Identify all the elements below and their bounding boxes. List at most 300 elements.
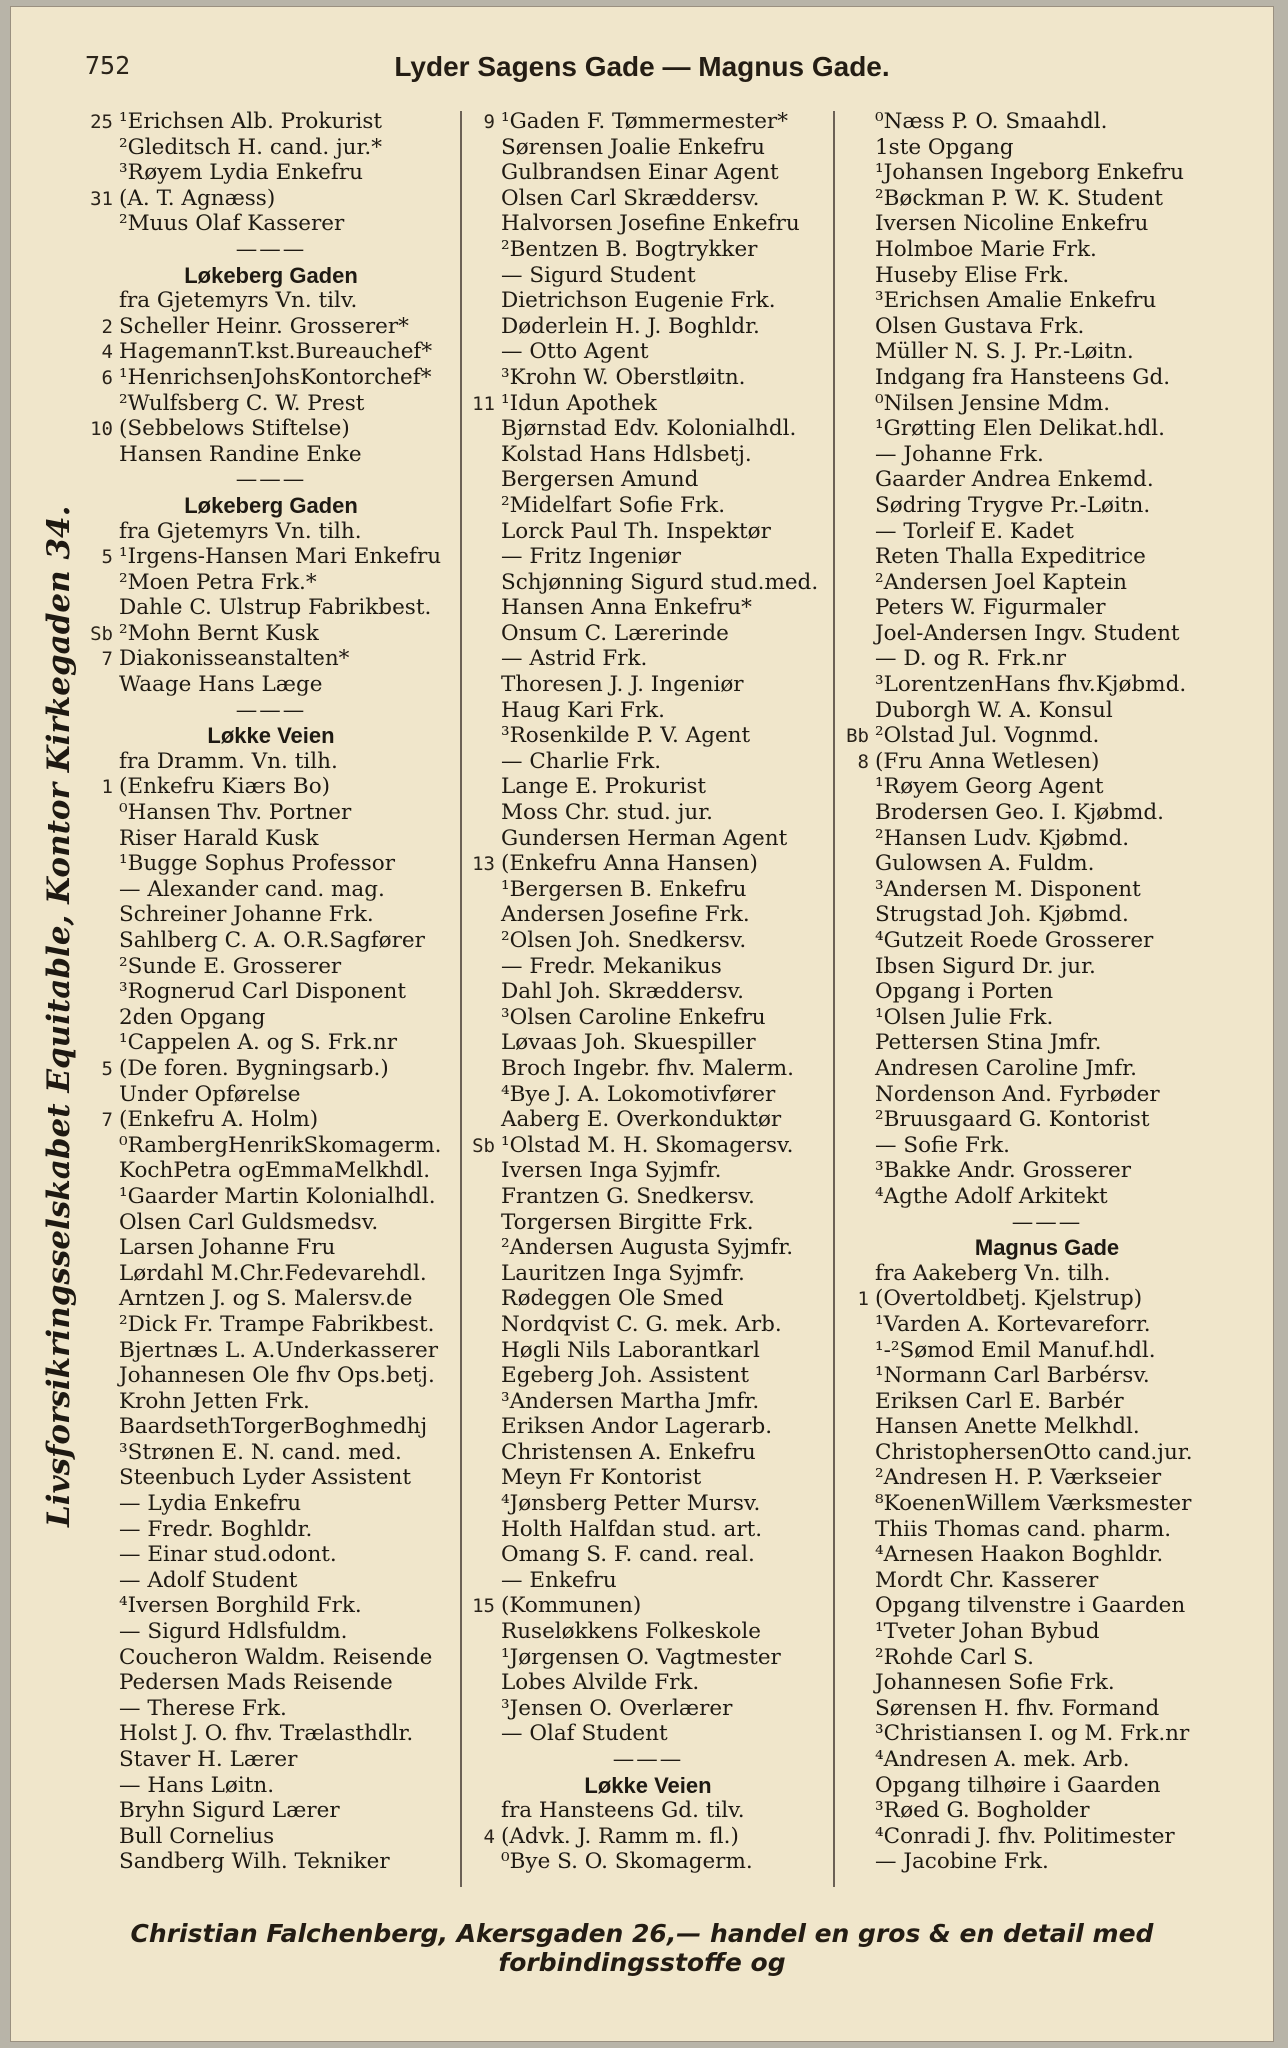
entry-text: ⁰Bye S. O. Skomagerm. (501, 1849, 753, 1875)
directory-entry (81, 314, 461, 340)
entry-text: 2den Opgang (119, 1004, 266, 1030)
directory-entry (463, 493, 833, 519)
directory-entry (837, 672, 1257, 698)
directory-entry (837, 1670, 1257, 1696)
entry-text: Johannesen Ole fhv Ops.betj. (119, 1363, 435, 1389)
entry-text: Moss Chr. stud. jur. (501, 800, 713, 826)
entry-text: (Sebbelows Stiftelse) (119, 416, 350, 442)
entry-text: ²Gleditsch H. cand. jur.* (119, 134, 382, 160)
directory-entry (837, 1645, 1257, 1671)
entry-text: Sahlberg C. A. O.R.Sagfører (119, 928, 425, 953)
entry-text: — Astrid Frk. (501, 646, 648, 672)
directory-entry (837, 1030, 1257, 1056)
entry-text: ³LorentzenHans fhv.Kjøbmd. (875, 672, 1187, 698)
directory-entry (837, 979, 1257, 1005)
entry-text: — Einar stud.odont. (119, 1542, 337, 1568)
directory-entry (81, 1030, 461, 1056)
entry-text: — Olaf Student (501, 1721, 668, 1747)
directory-entry (463, 1030, 833, 1056)
entry-text: (Kommunen) (501, 1593, 642, 1619)
directory-entry (463, 339, 833, 365)
directory-entry (463, 698, 833, 724)
entry-text: Lørdahl M.Chr.Fedevarehdl. (119, 1260, 427, 1286)
entry-text: ⁴Agthe Adolf Arkitekt (875, 1183, 1108, 1209)
entry-text: Frantzen G. Snedkersv. (501, 1183, 755, 1209)
directory-entry (837, 1389, 1257, 1415)
street-heading: Løkke Veien (584, 1772, 712, 1798)
entry-text: (Advk. J. Ramm m. fl.) (501, 1823, 739, 1849)
entry-text: KochPetra ogEmmaMelkhdl. (119, 1158, 431, 1184)
entry-text: — Sofie Frk. (875, 1132, 1010, 1158)
directory-entry (837, 1056, 1257, 1082)
entry-text: — D. og R. Frk.nr (875, 646, 1067, 672)
section-separator: ——— (1011, 1209, 1083, 1235)
page-number: 752 (85, 51, 131, 80)
entry-text: ⁴Andresen A. mek. Arb. (875, 1747, 1130, 1772)
directory-entry (81, 672, 461, 698)
entry-text: ChristophersenOtto cand.jur. (875, 1439, 1193, 1465)
house-number: 25 (90, 111, 113, 133)
page-header (11, 51, 1273, 87)
entry-text: ¹Olstad M. H. Skomagersv. (501, 1132, 794, 1158)
directory-entry (837, 442, 1257, 468)
entry-text: ³Andersen Martha Jmfr. (501, 1388, 760, 1414)
directory-entry (463, 365, 833, 391)
entry-text: Pettersen Stina Jmfr. (875, 1030, 1102, 1056)
entry-text: Andersen Josefine Frk. (501, 902, 750, 928)
entry-text: Nordenson And. Fyrbøder (875, 1081, 1160, 1107)
directory-entry (463, 1338, 833, 1364)
directory-entry (837, 826, 1257, 852)
street-heading: Løkke Veien (207, 723, 335, 749)
house-number: 13 (472, 853, 495, 876)
entry-text: ¹Irgens-Hansen Mari Enkefru (119, 544, 442, 570)
entry-text: ¹Normann Carl Barbérsv. (875, 1363, 1150, 1389)
directory-entry (463, 672, 833, 698)
entry-text: ⁴Bye J. A. Lokomotivfører (501, 1081, 776, 1107)
directory-entry (81, 1747, 461, 1773)
directory-entry (837, 851, 1257, 877)
entry-text: Onsum C. Lærerinde (501, 620, 729, 646)
entry-text: ⁴Jønsberg Petter Mursv. (501, 1491, 761, 1517)
street-heading: Magnus Gade (974, 1235, 1120, 1261)
entry-text: Dahl Joh. Skræddersv. (501, 979, 744, 1005)
page-title: Lyder Sagens Gade — Magnus Gade. (394, 51, 890, 82)
entry-text: Iversen Inga Syjmfr. (501, 1158, 722, 1184)
directory-entry (463, 570, 833, 596)
directory-entry (81, 135, 461, 161)
directory-entry (81, 979, 461, 1005)
entry-text: Broch Ingebr. fhv. Malerm. (501, 1055, 794, 1081)
directory-entry (463, 1440, 833, 1466)
directory-entry (837, 621, 1257, 647)
directory-entry (837, 263, 1257, 289)
directory-entry (837, 1824, 1257, 1850)
entry-text: Døderlein H. J. Boghldr. (501, 313, 760, 339)
directory-entry (463, 1235, 833, 1261)
directory-entry (81, 1414, 461, 1440)
directory-entry (463, 160, 833, 186)
directory-entry (463, 646, 833, 672)
directory-entry (81, 1107, 461, 1133)
entry-text: Bryhn Sigurd Lærer (119, 1798, 340, 1824)
directory-entry (837, 723, 1257, 749)
directory-entry (463, 1056, 833, 1082)
directory-entry (463, 544, 833, 570)
entry-text: ²Midelfart Sofie Frk. (501, 492, 726, 518)
entry-text: ¹Erichsen Alb. Prokurist (119, 109, 383, 134)
directory-entry (463, 1824, 833, 1850)
house-number: 8 (857, 750, 869, 773)
side-advertisement-text: Livsforsikringsselskabet Equitable, Kontor Kirkegaden 34. (41, 505, 77, 1527)
house-number: 11 (472, 392, 495, 415)
entry-text: — Lydia Enkefru (119, 1491, 302, 1517)
directory-entry (463, 314, 833, 340)
entry-text: ³Bakke Andr. Grosserer (875, 1158, 1132, 1184)
entry-text: ²Muus Olaf Kasserer (119, 211, 345, 237)
directory-entry (463, 877, 833, 903)
house-number: 5 (101, 1057, 113, 1080)
entry-text: Kolstad Hans Hdlsbetj. (501, 441, 752, 467)
directory-entry (837, 1491, 1257, 1517)
entry-text: Schreiner Johanne Frk. (119, 902, 374, 928)
entry-text: Indgang fra Hansteens Gd. (875, 364, 1171, 390)
entry-text: Riser Harald Kusk (119, 825, 319, 851)
directory-entry (81, 1798, 461, 1824)
directory-entry (837, 1773, 1257, 1799)
entry-text: ²Olstad Jul. Vognmd. (875, 723, 1100, 749)
house-number: 4 (483, 1825, 495, 1848)
directory-entry (837, 391, 1257, 417)
directory-entry (81, 1235, 461, 1261)
directory-entry (463, 186, 833, 212)
entry-text: Nordqvist C. G. mek. Arb. (501, 1311, 782, 1337)
directory-entry (837, 186, 1257, 212)
directory-entry (837, 1414, 1257, 1440)
directory-entry (837, 595, 1257, 621)
entry-text: ³Erichsen Amalie Enkefru (875, 288, 1157, 314)
directory-entry (81, 1184, 461, 1210)
directory-entry (463, 1133, 833, 1159)
entry-text: ¹-²Sømod Emil Manuf.hdl. (875, 1337, 1156, 1363)
house-number: 2 (101, 315, 113, 338)
entry-text: ⁴Arnesen Haakon Boghldr. (875, 1542, 1164, 1568)
house-number: 7 (101, 648, 113, 671)
directory-entry (463, 109, 833, 135)
directory-entry (81, 288, 461, 314)
house-number: 9 (483, 111, 495, 133)
entry-text: 1ste Opgang (875, 134, 1014, 160)
house-number: 7 (101, 1109, 113, 1132)
entry-text: Hansen Anette Melkhdl. (875, 1414, 1140, 1440)
directory-entry (81, 160, 461, 186)
entry-text: (Overtoldbetj. Kjelstrup) (875, 1286, 1143, 1312)
directory-entry (837, 1517, 1257, 1543)
entry-text: — Torleif E. Kadet (875, 518, 1074, 544)
entry-text: ¹Røyem Georg Agent (875, 774, 1104, 800)
directory-entry (81, 1465, 461, 1491)
entry-text: ³Andersen M. Disponent (875, 876, 1141, 902)
directory-page (10, 6, 1274, 2042)
entry-text: Joel-Andersen Ingv. Student (875, 620, 1180, 646)
directory-entry (463, 902, 833, 928)
entry-text: Bull Cornelius (119, 1823, 275, 1849)
entry-text: ²Wulfsberg C. W. Prest (119, 390, 365, 416)
entry-text: ³Rognerud Carl Disponent (119, 979, 406, 1005)
column-2 (463, 109, 833, 1875)
entry-text: Opgang tilvenstre i Gaarden (875, 1593, 1186, 1619)
entry-text: HagemannT.kst.Bureauchef* (119, 339, 433, 365)
house-number: 5 (101, 546, 113, 569)
directory-entry (837, 1107, 1257, 1133)
entry-text: Holth Halfdan stud. art. (501, 1516, 763, 1542)
entry-text: Mordt Chr. Kasserer (875, 1567, 1099, 1593)
entry-text: Hansen Randine Enke (119, 441, 362, 467)
directory-entry (463, 519, 833, 545)
directory-entry (81, 1312, 461, 1338)
directory-entry (81, 1696, 461, 1722)
entry-text: BaardsethTorgerBoghmedhj (119, 1414, 428, 1440)
directory-entry (81, 1261, 461, 1287)
house-number: Bb (846, 725, 869, 748)
entry-text: Rødeggen Ole Smed (501, 1286, 724, 1312)
entry-text: ¹Bugge Sophus Professor (119, 851, 396, 877)
directory-entry (463, 211, 833, 237)
entry-text: ⁰Hansen Thv. Portner (119, 800, 352, 826)
directory-entry (81, 544, 461, 570)
entry-text: Christensen A. Enkefru (501, 1439, 756, 1465)
entry-text: Scheller Heinr. Grosserer* (119, 313, 409, 339)
entry-text: Eriksen Carl E. Barbér (875, 1388, 1124, 1414)
entry-text: Arntzen J. og S. Malersv.de (119, 1286, 413, 1312)
entry-text: (De foren. Bygningsarb.) (119, 1055, 389, 1081)
directory-entry (837, 902, 1257, 928)
entry-text: (A. T. Agnæss) (119, 185, 276, 211)
directory-entry (463, 1593, 833, 1619)
directory-entry (837, 1005, 1257, 1031)
entry-text: Høgli Nils Laborantkarl (501, 1337, 760, 1363)
directory-entry (81, 1670, 461, 1696)
directory-entry (463, 288, 833, 314)
entry-text: Strugstad Joh. Kjøbmd. (875, 902, 1129, 928)
entry-text: (Enkefru Anna Hansen) (501, 851, 758, 877)
entry-text: Torgersen Birgitte Frk. (501, 1209, 754, 1235)
entry-text: Waage Hans Læge (119, 672, 323, 698)
directory-entry (81, 570, 461, 596)
directory-entry (81, 800, 461, 826)
directory-entry (463, 826, 833, 852)
entry-text: fra Gjetemyrs Vn. tilh. (119, 518, 362, 544)
directory-entry (837, 928, 1257, 954)
entry-text: Sørensen H. fhv. Formand (875, 1695, 1160, 1721)
directory-entry (837, 1338, 1257, 1364)
entry-text: — Fredr. Mekanikus (501, 953, 722, 979)
directory-entry (837, 774, 1257, 800)
directory-entry (837, 646, 1257, 672)
directory-entry (463, 1005, 833, 1031)
entry-text: Brodersen Geo. I. Kjøbmd. (875, 800, 1164, 826)
entry-text: ²Andersen Joel Kaptein (875, 569, 1127, 595)
column-1 (81, 109, 461, 1875)
directory-entry (837, 467, 1257, 493)
directory-entry (463, 595, 833, 621)
directory-entry (463, 954, 833, 980)
entry-text: ¹Olsen Julie Frk. (875, 1004, 1054, 1030)
entry-text: Coucheron Waldm. Reisende (119, 1644, 433, 1670)
street-heading: Løkeberg Gaden (184, 492, 358, 518)
directory-entry (463, 442, 833, 468)
directory-entry (81, 365, 461, 391)
entry-text: — Otto Agent (501, 339, 649, 365)
entry-text: Duborgh W. A. Konsul (875, 697, 1113, 723)
directory-entry (463, 1798, 833, 1824)
directory-entry (837, 519, 1257, 545)
entry-text: Egeberg Joh. Assistent (501, 1363, 749, 1389)
entry-text: fra Hansteens Gd. tilv. (501, 1798, 745, 1824)
entry-text: Under Opførelse (119, 1081, 301, 1107)
house-number: 1 (857, 1288, 869, 1311)
directory-entry (837, 1798, 1257, 1824)
entry-text: Lauritzen Inga Syjmfr. (501, 1260, 745, 1286)
entry-text: — Fredr. Boghldr. (119, 1516, 313, 1542)
entry-text: ⁸KoenenWillem Værksmester (875, 1491, 1192, 1517)
directory-entry (837, 877, 1257, 903)
directory-entry (463, 1619, 833, 1645)
entry-text: ¹Gaden F. Tømmermester* (501, 109, 788, 134)
directory-entry (463, 1849, 833, 1875)
directory-entry (81, 621, 461, 647)
entry-text: ¹Bergersen B. Enkefru (501, 876, 747, 902)
directory-entry (837, 160, 1257, 186)
entry-text: ¹Johansen Ingeborg Enkefru (875, 160, 1184, 186)
directory-entry (837, 339, 1257, 365)
directory-entry (837, 1465, 1257, 1491)
entry-text: fra Gjetemyrs Vn. tilv. (119, 288, 358, 314)
directory-entry (81, 109, 461, 135)
directory-entry (81, 954, 461, 980)
directory-entry (463, 1363, 833, 1389)
directory-entry (463, 1721, 833, 1747)
directory-entry (81, 1056, 461, 1082)
entry-text: ²Hansen Ludv. Kjøbmd. (875, 825, 1130, 851)
directory-entry (463, 263, 833, 289)
directory-entry (81, 851, 461, 877)
directory-entry (81, 1773, 461, 1799)
directory-entry (837, 211, 1257, 237)
entry-text: (Enkefru A. Holm) (119, 1107, 319, 1133)
directory-entry (81, 902, 461, 928)
directory-entry (81, 1133, 461, 1159)
entry-text: Krohn Jetten Frk. (119, 1388, 310, 1414)
directory-entry (463, 621, 833, 647)
entry-text: Gulowsen A. Fuldm. (875, 851, 1095, 877)
entry-text: — Sigurd Hdlsfuldm. (119, 1619, 348, 1645)
directory-entry (837, 800, 1257, 826)
entry-text: — Hans Løitn. (119, 1772, 275, 1798)
entry-text: ²Moen Petra Frk.* (119, 569, 317, 595)
directory-entry (81, 339, 461, 365)
directory-entry (837, 1849, 1257, 1875)
directory-entry (463, 1286, 833, 1312)
entry-text: — Alexander cand. mag. (119, 876, 385, 902)
house-number: 6 (101, 366, 113, 389)
directory-entry (837, 1619, 1257, 1645)
entry-text: ⁴Conradi J. fhv. Politimester (875, 1823, 1175, 1849)
directory-entry (837, 698, 1257, 724)
section-separator: ——— (235, 697, 307, 723)
entry-text: ²Sunde E. Grosserer (119, 953, 342, 979)
directory-entry (463, 237, 833, 263)
directory-entry (463, 800, 833, 826)
house-number: Sb (472, 1134, 495, 1157)
entry-text: ²Dick Fr. Trampe Fabrikbest. (119, 1311, 435, 1337)
section-separator: ——— (235, 467, 307, 493)
directory-entry (463, 1568, 833, 1594)
directory-entry (463, 1312, 833, 1338)
directory-entry (81, 1593, 461, 1619)
entry-text: Steenbuch Lyder Assistent (119, 1465, 411, 1491)
entry-text: Lange E. Prokurist (501, 774, 707, 800)
directory-entry (837, 416, 1257, 442)
directory-entry (463, 1491, 833, 1517)
entry-text: (Enkefru Kiærs Bo) (119, 774, 331, 800)
entry-text: Peters W. Figurmaler (875, 595, 1106, 621)
directory-entry (463, 1210, 833, 1236)
entry-text: Olsen Gustava Frk. (875, 313, 1085, 339)
entry-text: Gulbrandsen Einar Agent (501, 160, 779, 186)
directory-entry (81, 1849, 461, 1875)
directory-entry (837, 1286, 1257, 1312)
entry-text: ²Andresen H. P. Værkseier (875, 1465, 1162, 1491)
entry-text: ⁴Iversen Borghild Frk. (119, 1593, 362, 1619)
entry-text: Holmboe Marie Frk. (875, 236, 1097, 262)
directory-entry (81, 928, 461, 954)
directory-entry (81, 826, 461, 852)
side-advertisement (41, 467, 81, 1527)
entry-text: Sørensen Joalie Enkefru (501, 134, 766, 160)
entry-text: — Jacobine Frk. (875, 1849, 1049, 1875)
entry-text: (Fru Anna Wetlesen) (875, 748, 1100, 774)
entry-text: ²Bøckman P. W. K. Student (875, 185, 1164, 211)
directory-entry (837, 1184, 1257, 1210)
directory-entry (463, 749, 833, 775)
directory-entry (81, 1645, 461, 1671)
entry-text: ²Mohn Bernt Kusk (119, 620, 319, 646)
entry-text: Lobes Alvilde Frk. (501, 1670, 700, 1696)
column-3 (837, 109, 1257, 1875)
directory-entry (837, 288, 1257, 314)
entry-text: Andresen Caroline Jmfr. (875, 1055, 1137, 1081)
entry-text: ³Rosenkilde P. V. Agent (501, 723, 751, 749)
entry-text: Reten Thalla Expeditrice (875, 544, 1146, 570)
directory-entry (463, 851, 833, 877)
directory-entry (837, 493, 1257, 519)
directory-entry (463, 1542, 833, 1568)
entry-text: fra Aakeberg Vn. tilh. (875, 1260, 1111, 1286)
house-number: 1 (101, 776, 113, 799)
directory-entry (81, 1517, 461, 1543)
entry-text: ⁰Næss P. O. Smaahdl. (875, 109, 1108, 134)
house-number: 10 (90, 418, 113, 441)
entry-text: ¹Cappelen A. og S. Frk.nr (119, 1030, 397, 1056)
entry-text: ³Røed G. Bogholder (875, 1798, 1090, 1824)
entry-text: Ibsen Sigurd Dr. jur. (875, 953, 1096, 979)
directory-entry (463, 979, 833, 1005)
directory-entry (837, 570, 1257, 596)
entry-text: Hansen Anna Enkefru* (501, 595, 752, 621)
directory-entry (81, 1568, 461, 1594)
entry-text: ⁴Gutzeit Roede Grosserer (875, 928, 1154, 953)
